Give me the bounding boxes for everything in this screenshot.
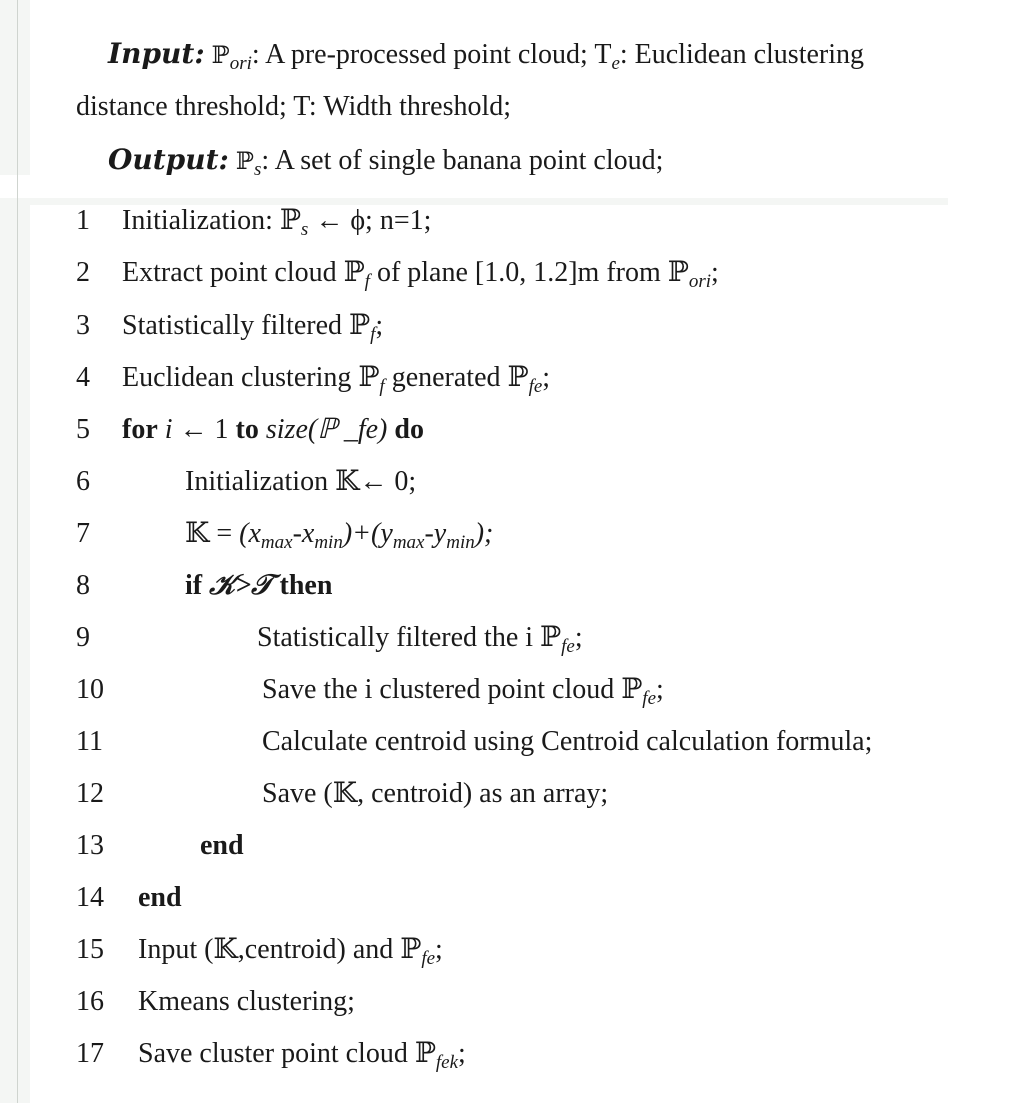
input-label: Input:	[108, 37, 205, 70]
input-line-2: distance threshold; T: Width threshold;	[76, 91, 512, 122]
line-number: 4	[76, 362, 90, 393]
line-number: 9	[76, 622, 90, 653]
left-border	[17, 0, 18, 1103]
line-number: 5	[76, 414, 90, 445]
line-number: 6	[76, 466, 90, 497]
output-line: Output: ℙ$_s$: A set of single banana point cloud;	[108, 143, 664, 180]
line-number: 15	[76, 934, 104, 965]
line-number: 1	[76, 205, 90, 236]
line-number: 14	[76, 882, 104, 913]
line-number: 3	[76, 310, 90, 341]
line-number: 17	[76, 1038, 104, 1069]
line-number: 7	[76, 518, 90, 549]
line-number: 2	[76, 257, 90, 288]
output-label: Output:	[108, 143, 229, 176]
line-number: 16	[76, 986, 104, 1017]
line-number: 8	[76, 570, 90, 601]
line-number: 11	[76, 726, 103, 757]
line-number: 12	[76, 778, 104, 809]
line-number: 13	[76, 830, 104, 861]
input-line-1: Input: ℙ$_{ori}$: A pre-processed point cloud; $T_e$: Euclidean clustering	[108, 37, 865, 74]
line-number: 10	[76, 674, 104, 705]
